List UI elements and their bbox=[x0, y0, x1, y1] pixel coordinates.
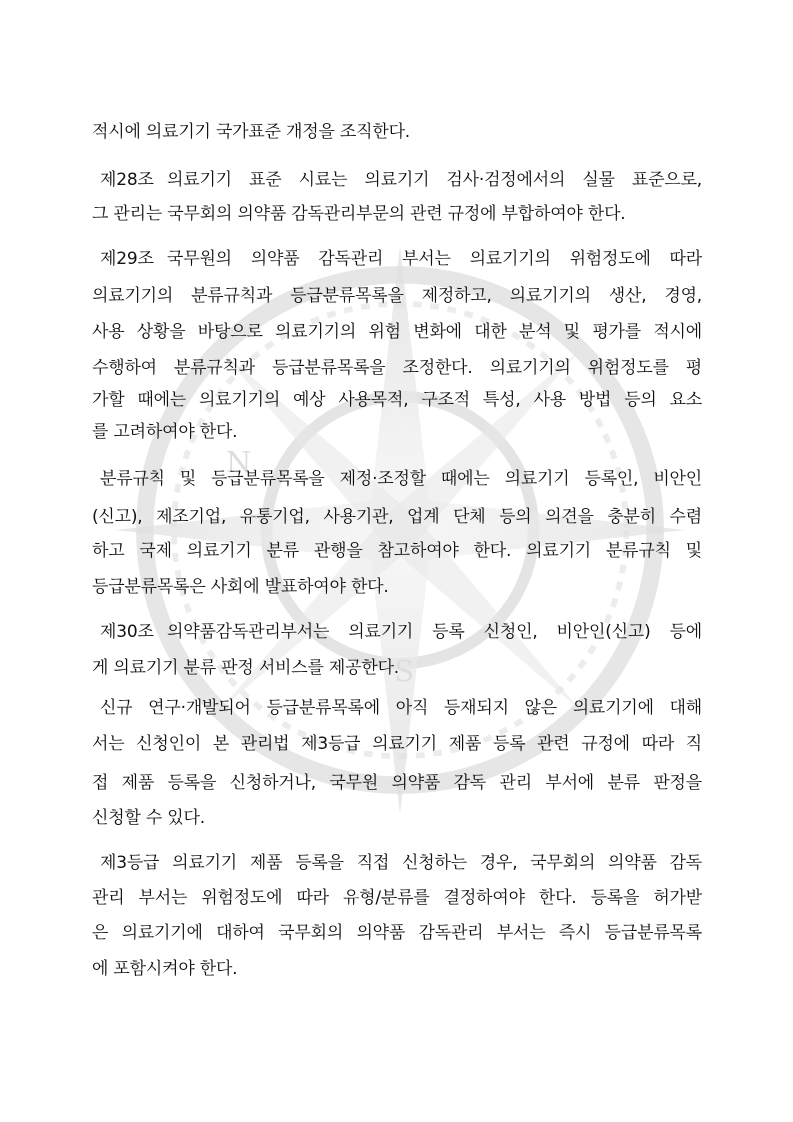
text-line: 에 포함시켜야 한다. bbox=[92, 959, 238, 979]
text-line: 등급분류목록은 사회에 발표하여야 한다. bbox=[92, 577, 389, 597]
text-line: 를 고려하여야 한다. bbox=[92, 422, 238, 442]
text-line: 하고 국제 의료기기 분류 관행을 참고하여야 한다. 의료기기 분류규칙 및 bbox=[92, 541, 702, 561]
text-line: 적시에 의료기기 국가표준 개정을 조직한다. bbox=[92, 122, 411, 142]
watermark-letter: S bbox=[394, 653, 415, 688]
text-line: 신청할 수 있다. bbox=[92, 808, 205, 828]
text-line: 서는 신청인이 본 관리법 제3등급 의료기기 제품 등록 관련 규정에 따라 직 bbox=[92, 734, 702, 754]
text-line: 은 의료기기에 대하여 국무회의 의약품 감독관리 부서는 즉시 등급분류목록 bbox=[92, 923, 702, 943]
article-number: 제28조 bbox=[100, 170, 154, 190]
text-line: 의약품감독관리부서는 의료기기 등록 신청인, 비안인(신고) 등에 bbox=[167, 622, 702, 642]
text-line: 가할 때에는 의료기기의 예상 사용목적, 구조적 특성, 사용 방법 등의 요소 bbox=[92, 390, 702, 410]
text-line: 관리 부서는 위험정도에 따라 유형/분류를 결정하여야 한다. 등록을 허가받 bbox=[92, 888, 702, 908]
text-line: 의료기기의 분류규칙과 등급분류목록을 제정하고, 의료기기의 생산, 경영, bbox=[92, 286, 702, 306]
article-29-line bbox=[100, 248, 702, 270]
text-line: 접 제품 등록을 신청하거나, 국무원 의약품 감독 관리 부서에 분류 판정을 bbox=[92, 773, 702, 793]
article-30-line bbox=[100, 621, 702, 643]
text-line: (신고), 제조기업, 유통기업, 사용기관, 업계 단체 등의 의견을 충분히 수렴 bbox=[92, 507, 702, 527]
article-number: 제30조 bbox=[100, 622, 154, 642]
text-line: 수행하여 분류규칙과 등급분류목록을 조정한다. 의료기기의 위험정도를 평 bbox=[92, 358, 702, 378]
text-line: 게 의료기기 분류 판정 서비스를 제공한다. bbox=[92, 658, 399, 678]
text-line: 분류규칙 및 등급분류목록을 제정·조정할 때에는 의료기기 등록인, 비안인 bbox=[100, 469, 702, 489]
text-line: 사용 상황을 바탕으로 의료기기의 위험 변화에 대한 분석 및 평가를 적시에 bbox=[92, 322, 702, 342]
text-line: 그 관리는 국무회의 의약품 감독관리부문의 관련 규정에 부합하여야 한다. bbox=[92, 204, 626, 224]
text-line: 의료기기 표준 시료는 의료기기 검사·검정에서의 실물 표준으로, bbox=[167, 170, 702, 190]
watermark-letter: N bbox=[226, 445, 252, 479]
text-line: 제3등급 의료기기 제품 등록을 직접 신청하는 경우, 국무회의 의약품 감독 bbox=[100, 853, 702, 873]
article-28-line bbox=[100, 169, 702, 191]
article-number: 제29조 bbox=[100, 249, 154, 269]
text-line: 국무원의 의약품 감독관리 부서는 의료기기의 위험정도에 따라 bbox=[167, 249, 702, 269]
text-line: 신규 연구·개발되어 등급분류목록에 아직 등재되지 않은 의료기기에 대해 bbox=[100, 698, 702, 718]
